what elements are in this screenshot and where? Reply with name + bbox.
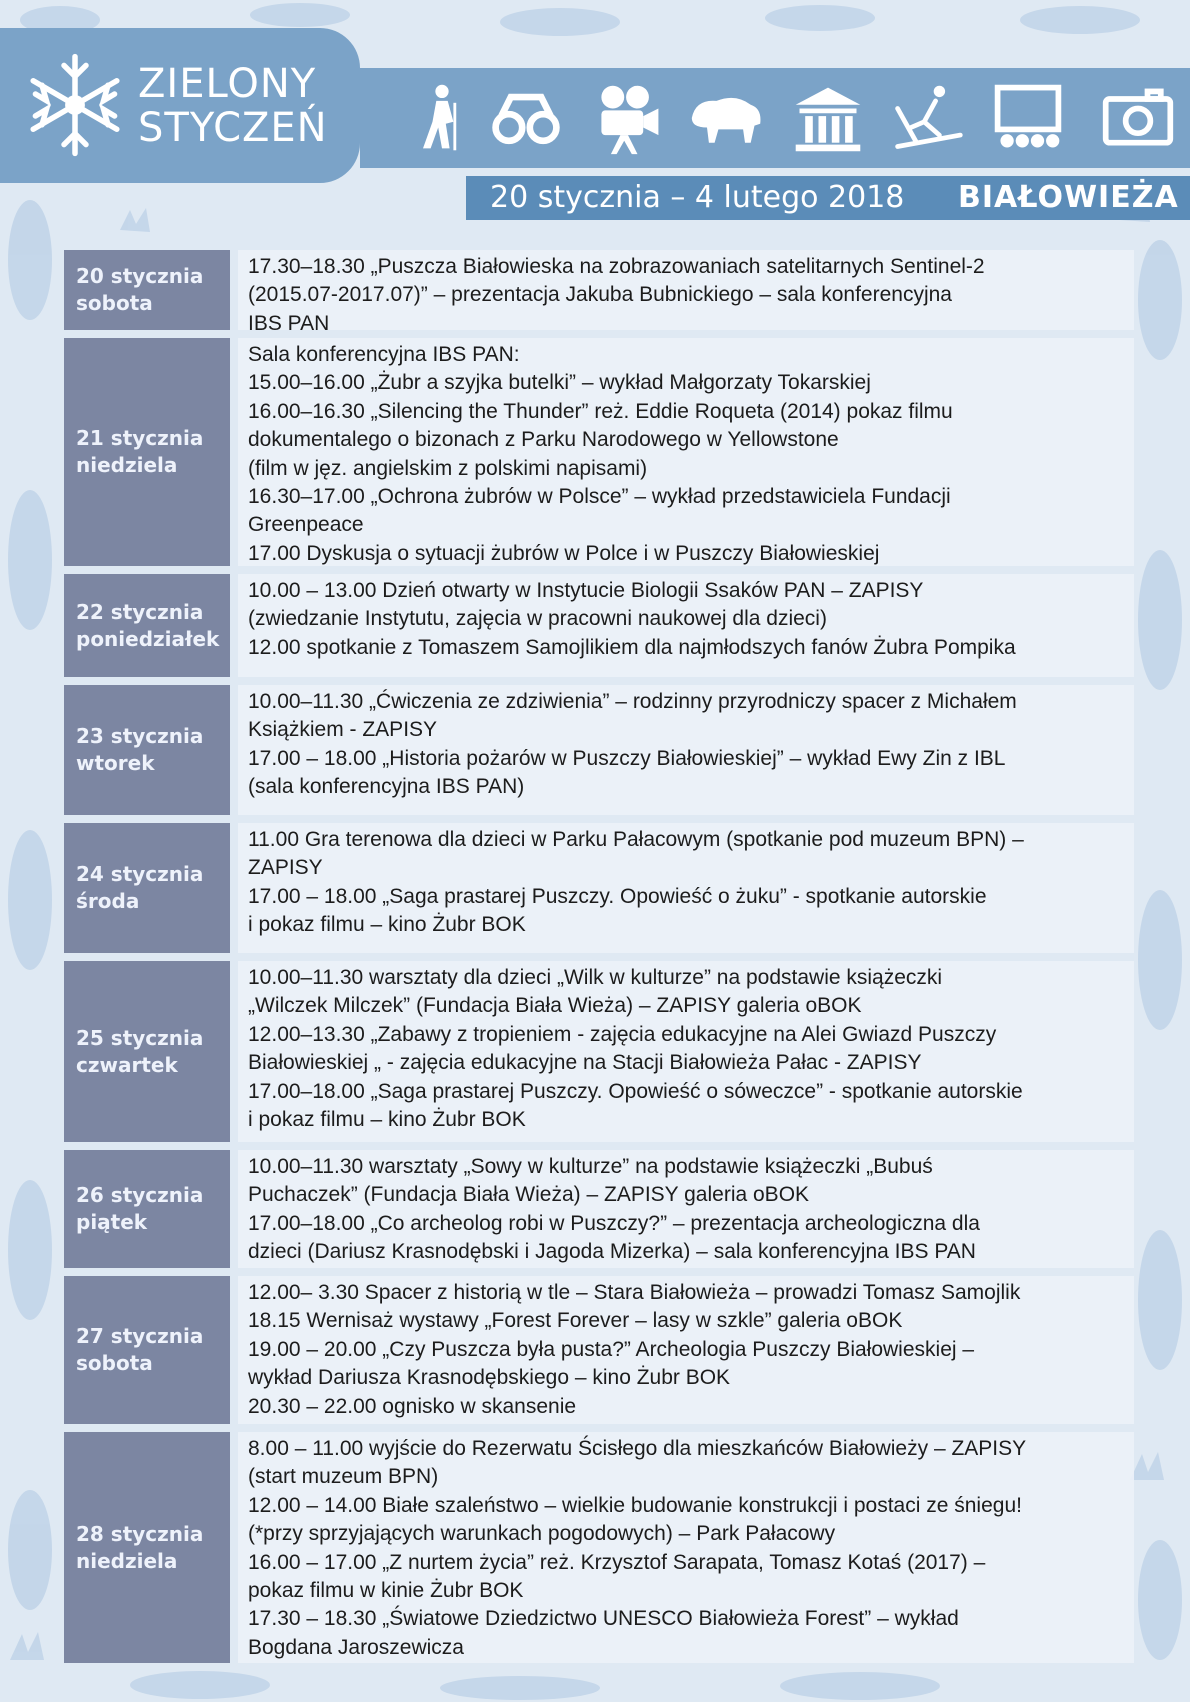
event-line: ZAPISY xyxy=(248,856,323,880)
event-line: 10.00–11.30 warsztaty dla dzieci „Wilk w kulturze” na podstawie książeczki xyxy=(248,966,943,989)
event-line: 10.00–11.30 „Ćwiczenia ze zdziwienia” – rodzinny przyrodniczy spacer z Michałem xyxy=(248,690,1017,713)
event-line: 8.00 – 11.00 wyjście do Rezerwatu Ścisłego dla mieszkańców Białowieży – ZAPISY xyxy=(248,1437,1027,1460)
day-label xyxy=(76,425,203,479)
day-cell xyxy=(64,1150,230,1268)
day-weekday: sobota xyxy=(76,291,153,315)
brand-title xyxy=(138,62,348,150)
schedule-table xyxy=(64,250,1134,1671)
event-line: 16.30–17.00 „Ochrona żubrów w Polsce” – wykład przedstawiciela Fundacji xyxy=(248,485,951,509)
day-date: 20 stycznia xyxy=(76,264,204,288)
day-date: 27 stycznia xyxy=(76,1324,204,1348)
event-line: wykład Dariusza Krasnodębskiego – kino Żubr BOK xyxy=(248,1366,731,1390)
event-line: (sala konferencyjna IBS PAN) xyxy=(248,775,525,799)
day-weekday: czwartek xyxy=(76,1052,178,1077)
events-cell xyxy=(238,823,1134,953)
schedule-row xyxy=(64,250,1134,335)
day-weekday: środa xyxy=(76,889,140,913)
day-weekday: sobota xyxy=(76,1351,153,1375)
event-line: IBS PAN xyxy=(248,311,330,335)
events-cell xyxy=(238,685,1134,815)
event-line: i pokaz filmu – kino Żubr BOK xyxy=(248,1108,526,1132)
day-date: 22 stycznia xyxy=(76,599,204,624)
event-line: (2015.07-2017.07)” – prezentacja Jakuba Bubnickiego – sala konferencyjna xyxy=(248,283,952,307)
event-line: 19.00 – 20.00 „Czy Puszcza była pusta?” Archeologia Puszczy Białowieskiej – xyxy=(248,1337,975,1361)
brand-title-line1: ZIELONY xyxy=(138,61,317,107)
events-cell xyxy=(238,1150,1134,1268)
event-line: Książkiem - ZAPISY xyxy=(248,718,438,742)
day-date: 23 stycznia xyxy=(76,724,204,748)
event-line: Białowieskiej „ - zajęcia edukacyjne na Stacji Białowieża Pałac - ZAPISY xyxy=(248,1051,922,1075)
day-label xyxy=(76,861,203,915)
event-line: i pokaz filmu – kino Żubr BOK xyxy=(248,913,526,937)
snowflake-icon xyxy=(20,50,130,160)
photo-camera-icon xyxy=(1100,80,1176,156)
event-line: dokumentalego o bizonach z Parku Narodowego w Yellowstone xyxy=(248,428,839,452)
day-date: 28 stycznia xyxy=(76,1521,204,1546)
events-cell xyxy=(238,338,1134,566)
bison-icon xyxy=(688,80,764,156)
event-line: 10.00 – 13.00 Dzień otwarty w Instytucie Biologii Ssaków PAN – ZAPISY xyxy=(248,579,924,602)
event-place: BIAŁOWIEŻA xyxy=(958,180,1179,215)
day-weekday: poniedziałek xyxy=(76,626,220,651)
day-label xyxy=(76,1323,203,1377)
day-weekday: niedziela xyxy=(76,1548,178,1573)
hiker-icon xyxy=(404,80,480,156)
brand-title-line2: STYCZEŃ xyxy=(138,105,328,151)
event-line: (start muzeum BPN) xyxy=(248,1465,439,1489)
event-line: Greenpeace xyxy=(248,513,364,537)
day-weekday: niedziela xyxy=(76,453,178,477)
event-line: 16.00–16.30 „Silencing the Thunder” reż. Eddie Roqueta (2014) pokaz filmu xyxy=(248,399,953,423)
binoculars-icon xyxy=(488,80,564,156)
day-cell xyxy=(64,1276,230,1424)
schedule-row xyxy=(64,1150,1134,1268)
event-line: Sala konferencyjna IBS PAN: xyxy=(248,343,520,366)
day-date: 21 stycznia xyxy=(76,426,204,450)
event-line: Puchaczek” (Fundacja Biała Wieża) – ZAPISY galeria oBOK xyxy=(248,1183,810,1207)
day-label xyxy=(76,599,219,653)
event-dates: 20 stycznia – 4 lutego 2018 xyxy=(490,180,905,215)
event-line: (*przy sprzyjających warunkach pogodowych) – Park Pałacowy xyxy=(248,1522,836,1546)
event-line: (film w jęz. angielskim z polskimi napisami) xyxy=(248,456,648,480)
day-cell xyxy=(64,961,230,1142)
day-cell xyxy=(64,338,230,566)
day-label xyxy=(76,1182,203,1236)
event-line: Bogdana Jaroszewicza xyxy=(248,1635,464,1659)
schedule-row xyxy=(64,574,1134,677)
schedule-row xyxy=(64,1276,1134,1424)
cinema-icon xyxy=(990,80,1066,156)
event-line: pokaz filmu w kinie Żubr BOK xyxy=(248,1579,524,1603)
event-line: 12.00 – 14.00 Białe szaleństwo – wielkie budowanie konstrukcji i postaci ze śniegu! xyxy=(248,1493,1022,1517)
event-line: 11.00 Gra terenowa dla dzieci w Parku Pałacowym (spotkanie pod muzeum BPN) – xyxy=(248,828,1024,851)
film-camera-icon xyxy=(590,80,666,156)
day-date: 26 stycznia xyxy=(76,1183,204,1207)
event-line: 17.00 – 18.00 „Historia pożarów w Puszczy Białowieskiej” – wykład Ewy Zin z IBL xyxy=(248,746,1006,770)
museum-icon xyxy=(790,80,866,156)
event-line: 12.00 spotkanie z Tomaszem Samojlikiem dla najmłodszych fanów Żubra Pompika xyxy=(248,635,1016,659)
event-line: 10.00–11.30 warsztaty „Sowy w kulturze” na podstawie książeczki „Bubuś xyxy=(248,1155,933,1178)
event-line: 16.00 – 17.00 „Z nurtem życia” reż. Krzysztof Sarapata, Tomasz Kotaś (2017) – xyxy=(248,1550,986,1574)
event-line: 17.00 Dyskusja o sytuacji żubrów w Polce i w Puszczy Białowieskiej xyxy=(248,541,880,565)
skier-icon xyxy=(890,80,966,156)
event-line: 12.00–13.30 „Zabawy z tropieniem - zajęcia edukacyjne na Alei Gwiazd Puszczy xyxy=(248,1022,997,1046)
day-cell xyxy=(64,574,230,677)
event-line: „Wilczek Milczek” (Fundacja Biała Wieża) – ZAPISY galeria oBOK xyxy=(248,994,862,1018)
event-line: 15.00–16.00 „Żubr a szyjka butelki” – wykład Małgorzaty Tokarskiej xyxy=(248,371,871,395)
day-label xyxy=(76,1521,203,1575)
event-line: 20.30 – 22.00 ognisko w skansenie xyxy=(248,1394,577,1418)
day-label xyxy=(76,723,203,777)
event-line: 17.30–18.30 „Puszcza Białowieska na zobrazowaniach satelitarnych Sentinel-2 xyxy=(248,255,985,278)
event-line: 17.00–18.00 „Saga prastarej Puszczy. Opowieść o sóweczce” - spotkanie autorskie xyxy=(248,1079,1023,1103)
event-line: (zwiedzanie Instytutu, zajęcia w pracowni naukowej dla dzieci) xyxy=(248,607,827,631)
event-line: 18.15 Wernisaż wystawy „Forest Forever – lasy w szkle” galeria oBOK xyxy=(248,1309,903,1333)
events-cell xyxy=(238,1432,1134,1663)
day-date: 24 stycznia xyxy=(76,862,204,886)
day-cell xyxy=(64,823,230,953)
day-weekday: piątek xyxy=(76,1210,148,1234)
day-weekday: wtorek xyxy=(76,751,155,775)
event-line: 17.00 – 18.00 „Saga prastarej Puszczy. Opowieść o żuku” - spotkanie autorskie xyxy=(248,884,987,908)
day-cell xyxy=(64,250,230,330)
day-label xyxy=(76,1025,203,1079)
events-cell xyxy=(238,250,1134,335)
day-cell xyxy=(64,685,230,815)
day-date: 25 stycznia xyxy=(76,1025,204,1050)
day-label xyxy=(76,263,203,317)
event-line: dzieci (Dariusz Krasnodębski i Jagoda Mizerka) – sala konferencyjna IBS PAN xyxy=(248,1240,976,1264)
schedule-row xyxy=(64,338,1134,566)
day-cell xyxy=(64,1432,230,1663)
event-line: 17.30 – 18.30 „Światowe Dziedzictwo UNESCO Białowieża Forest” – wykład xyxy=(248,1607,959,1631)
schedule-row xyxy=(64,685,1134,815)
events-cell xyxy=(238,574,1134,677)
event-line: 12.00– 3.30 Spacer z historią w tle – Stara Białowieża – prowadzi Tomasz Samojlik xyxy=(248,1281,1021,1304)
schedule-row xyxy=(64,823,1134,953)
schedule-row xyxy=(64,961,1134,1142)
schedule-row xyxy=(64,1432,1134,1663)
events-cell xyxy=(238,1276,1134,1424)
events-cell xyxy=(238,961,1134,1142)
event-line: 17.00–18.00 „Co archeolog robi w Puszczy?” – prezentacja archeologiczna dla xyxy=(248,1211,980,1235)
